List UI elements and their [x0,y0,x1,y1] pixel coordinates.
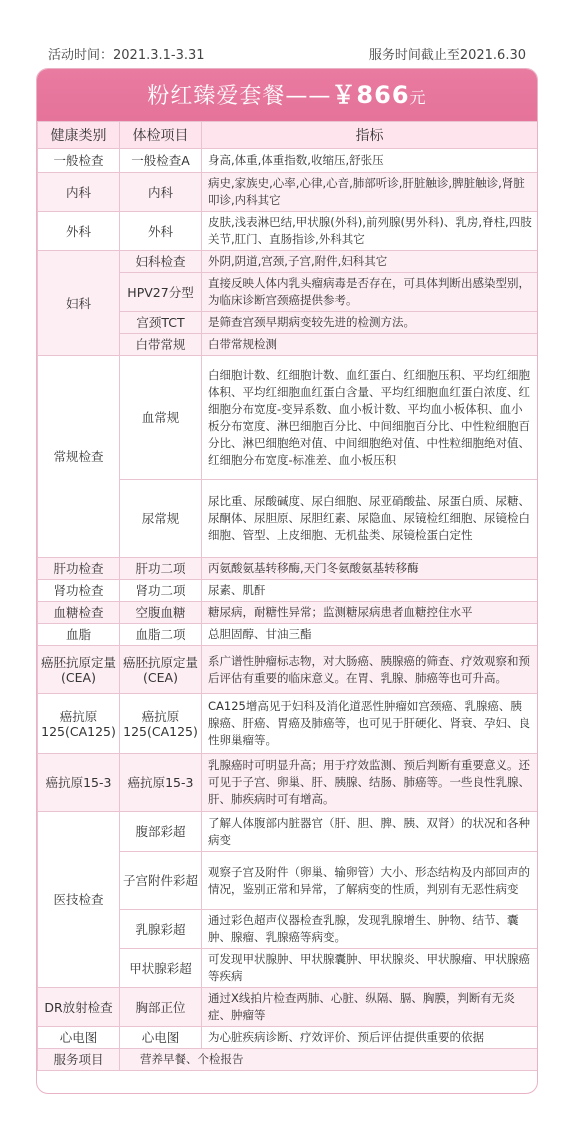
row-category: 血脂 [38,624,120,646]
activity-time: 活动时间：2021.3.1-3.31 [48,48,205,63]
row-item: 癌抗原15-3 [120,754,202,812]
row-item: 血常规 [120,356,202,480]
row-indicator: 系广谱性肿瘤标志物，对大肠癌、胰腺癌的筛查、疗效观察和预后评估有重要的临床意义。在胃、乳腺、肺癌等也可升高。 [202,646,538,694]
service-deadline: 服务时间截止至2021.6.30 [368,48,526,63]
row-category: 外科 [38,212,120,251]
row-category: 肾功检查 [38,580,120,602]
row-category: 癌胚抗原定量(CEA) [38,646,120,694]
top-info-bar [0,44,574,64]
row-category: 内科 [38,173,120,212]
row-item: 内科 [120,173,202,212]
row-indicator: 为心脏疾病诊断、疗效评价、预后评估提供重要的依据 [202,1027,538,1049]
row-category: DR放射检查 [38,988,120,1027]
row-item: 外科 [120,212,202,251]
row-indicator: 通过彩色超声仪器检查乳腺，发现乳腺增生、肿物、结节、囊肿、腺瘤、乳腺癌等病变。 [202,910,538,949]
row-indicator: CA125增高见于妇科及消化道恶性肿瘤如宫颈癌、乳腺癌、胰腺癌、肝癌、胃癌及肺癌等，也可见于肝硬化、肾衰、孕妇、良性卵巢瘤等。 [202,694,538,754]
row-item: 白带常规 [120,334,202,356]
row-item: 宫颈TCT [120,312,202,334]
row-indicator: 外阴,阴道,宫颈,子宫,附件,妇科其它 [202,251,538,273]
row-item: 尿常规 [120,480,202,558]
row-indicator: 病史,家族史,心率,心律,心音,肺部听诊,肝脏触诊,脾脏触诊,肾脏叩诊,内科其它 [202,173,538,212]
row-indicator: 皮肤,浅表淋巴结,甲状腺(外科),前列腺(男外科)、乳房,脊柱,四肢关节,肛门、直肠指诊,外科其它 [202,212,538,251]
row-item: 胸部正位 [120,988,202,1027]
table-row [38,212,538,251]
row-indicator: 丙氨酸氨基转移酶,天门冬氨酸氨基转移酶 [202,558,538,580]
row-indicator: 白带常规检测 [202,334,538,356]
package-card [36,68,538,1094]
table-row [38,356,538,480]
row-category: 血糖检查 [38,602,120,624]
row-indicator: 是筛查宫颈早期病变较先进的检测方法。 [202,312,538,334]
row-indicator: 通过X线拍片检查两肺、心脏、纵隔、膈、胸膜，判断有无炎症、肿瘤等 [202,988,538,1027]
table-header-row [38,122,538,149]
row-item: 血脂二项 [120,624,202,646]
table-row [38,580,538,602]
row-item: HPV27分型 [120,273,202,312]
package-price: ￥866 [331,81,410,109]
row-indicator: 总胆固醇、甘油三酯 [202,624,538,646]
col-header-indicator: 指标 [202,122,538,149]
row-category: 癌抗原15-3 [38,754,120,812]
table-row [38,602,538,624]
table-row [38,149,538,173]
row-indicator: 尿素、肌酐 [202,580,538,602]
row-indicator: 白细胞计数、红细胞计数、血红蛋白、红细胞压积、平均红细胞体积、平均红细胞血红蛋白含量、平均红细胞血红蛋白浓度、红细胞分布宽度-变异系数、血小板计数、平均血小板体积、血小板分布宽度、淋巴细胞百分比、中间细胞百分比、中性粒细胞百分比、淋巴细胞绝对值、中间细胞绝对值、中性粒细胞绝对值、红细胞分布宽度-标准差、血小板压积 [202,356,538,480]
checkup-table [37,121,538,1071]
table-row [38,988,538,1027]
table-row [38,1049,538,1071]
row-indicator: 糖尿病，耐糖性异常；监测糖尿病患者血糖控住水平 [202,602,538,624]
table-row [38,812,538,852]
row-indicator: 乳腺癌时可明显升高；用于疗效监测、预后判断有重要意义。还可见于子宫、卵巢、肝、胰腺、结肠、肺癌等。一些良性乳腺、肝、肺疾病时可有增高。 [202,754,538,812]
price-unit: 元 [409,88,427,107]
row-category: 一般检查 [38,149,120,173]
row-category: 癌抗原125(CA125) [38,694,120,754]
table-row [38,646,538,694]
row-indicator: 了解人体腹部内脏器官（肝、胆、脾、胰、双肾）的状况和各种病变 [202,812,538,852]
row-item: 空腹血糖 [120,602,202,624]
row-indicator: 身高,体重,体重指数,收缩压,舒张压 [202,149,538,173]
row-indicator: 营养早餐、个检报告 [120,1049,538,1071]
row-indicator: 直接反映人体内乳头瘤病毒是否存在，可具体判断出感染型别，为临床诊断宫颈癌提供参考。 [202,273,538,312]
row-item: 子宫附件彩超 [120,852,202,910]
row-category: 常规检查 [38,356,120,558]
col-header-item: 体检项目 [120,122,202,149]
row-item: 癌胚抗原定量(CEA) [120,646,202,694]
row-category: 妇科 [38,251,120,356]
row-category: 服务项目 [38,1049,120,1071]
row-indicator: 观察子宫及附件（卵巢、输卵管）大小、形态结构及内部回声的情况，鉴别正常和异常，了解病变的性质，判别有无恶性病变 [202,852,538,910]
row-item: 一般检查A [120,149,202,173]
row-category: 医技检查 [38,812,120,988]
package-name: 粉红臻爱套餐—— [147,84,332,109]
col-header-category: 健康类别 [38,122,120,149]
row-item: 肾功二项 [120,580,202,602]
table-row [38,694,538,754]
row-item: 癌抗原125(CA125) [120,694,202,754]
table-row [38,1027,538,1049]
table-row [38,251,538,273]
row-item: 甲状腺彩超 [120,949,202,988]
table-row [38,558,538,580]
row-category: 心电图 [38,1027,120,1049]
package-title-banner [37,69,537,121]
table-row [38,624,538,646]
row-item: 妇科检查 [120,251,202,273]
table-row [38,173,538,212]
row-indicator: 尿比重、尿酸碱度、尿白细胞、尿亚硝酸盐、尿蛋白质、尿糖、尿酮体、尿胆原、尿胆红素、尿隐血、尿镜检红细胞、尿镜检白细胞、管型、上皮细胞、无机盐类、尿镜检蛋白定性 [202,480,538,558]
row-category: 肝功检查 [38,558,120,580]
table-row [38,754,538,812]
row-item: 乳腺彩超 [120,910,202,949]
row-item: 腹部彩超 [120,812,202,852]
row-item: 心电图 [120,1027,202,1049]
row-indicator: 可发现甲状腺肿、甲状腺囊肿、甲状腺炎、甲状腺瘤、甲状腺癌等疾病 [202,949,538,988]
row-item: 肝功二项 [120,558,202,580]
